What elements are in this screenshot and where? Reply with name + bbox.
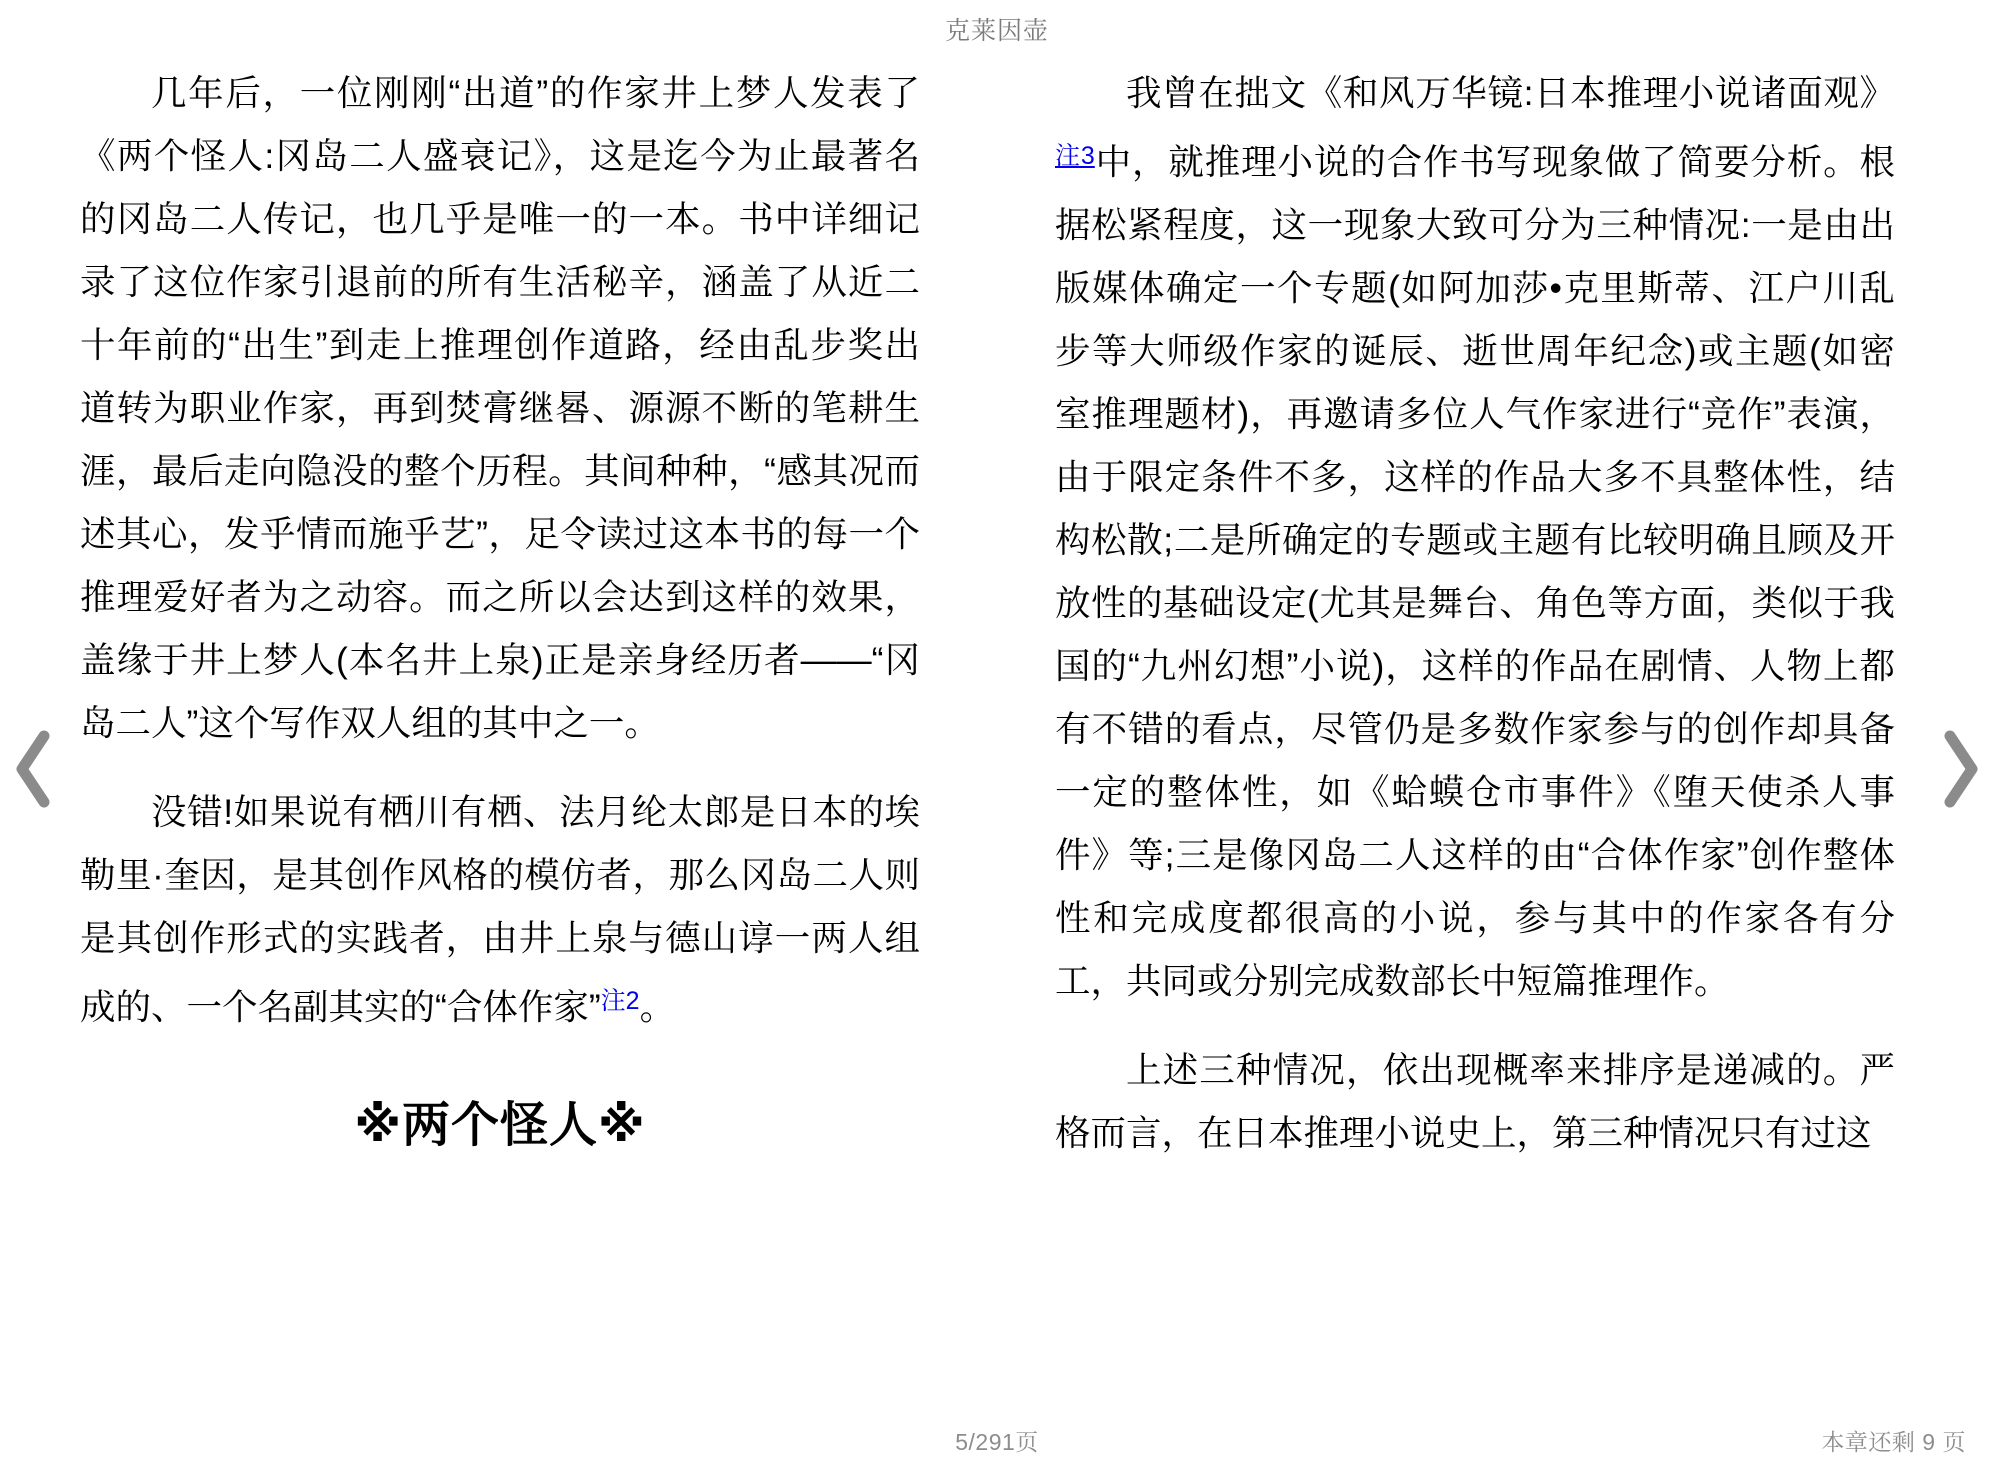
paragraph-4	[1055, 1039, 1895, 1165]
page-title: 克莱因壶	[944, 17, 1049, 45]
reader-page-content	[0, 62, 1994, 1397]
reader-footer	[0, 1404, 1994, 1478]
page-indicator: 5/291页	[955, 1429, 1039, 1455]
paragraph-1	[80, 62, 920, 755]
paragraph-2	[80, 781, 920, 1039]
footnote-link-note3[interactable]: 注3	[1055, 142, 1095, 170]
paragraph-3-text-after: 中，就推理小说的合作书写现象做了简要分析。根据松紧程度，这一现象大致可分为三种情况:一是由出版媒体确定一个专题(如阿加莎•克里斯蒂、江户川乱步等大师级作家的诞辰、逝世周年纪念)或主题(如密室推理题材)，再邀请多位人气作家进行“竞作”表演，由于限定条件不多，这样的作品大多不具整体性，结构松散;二是所确定的专题或主题有比较明确且顾及开放性的基础设定(尤其是舞台、角色等方面，类似于我国的“九州幻想”小说)，这样的作品在剧情、人物上都有不错的看点，尽管仍是多数作家参与的创作却具备一定的整体性，如《蛤蟆仓市事件》《堕天使杀人事件》等;三是像冈岛二人这样的由“合体作家”创作整体性和完成度都很高的小说，参与其中的作家各有分工，共同或分别完成数部长中短篇推理作。	[1055, 142, 1895, 1001]
paragraph-2-text-after: 。	[639, 987, 676, 1027]
text-column-left	[80, 62, 920, 1397]
footnote-link-note2[interactable]: 注2	[600, 987, 640, 1015]
next-page-button[interactable]	[1934, 726, 1988, 812]
paragraph-1-text: 几年后，一位刚刚“出道”的作家井上梦人发表了《两个怪人:冈岛二人盛衰记》，这是迄今为止最著名的冈岛二人传记，也几乎是唯一的一本。书中详细记录了这位作家引退前的所有生活秘辛，涵盖了从近二十年前的“出生”到走上推理创作道路，经由乱步奖出道转为职业作家，再到焚膏继晷、源源不断的笔耕生涯，最后走向隐没的整个历程。其间种种，“感其况而述其心，发乎情而施乎艺”，足令读过这本书的每一个推理爱好者为之动容。而之所以会达到这样的效果，盖缘于井上梦人(本名井上泉)正是亲身经历者——“冈岛二人”这个写作双人组的其中之一。	[80, 73, 920, 743]
paragraph-3	[1055, 62, 1895, 1013]
paragraph-3-text: 我曾在拙文《和风万华镜:日本推理小说诸面观》	[1126, 73, 1895, 113]
chevron-right-icon	[1934, 726, 1988, 812]
text-column-right	[1055, 62, 1895, 1397]
chapter-remaining-label: 本章还剩 9 页	[1821, 1429, 1966, 1455]
section-heading: ※两个怪人※	[354, 1099, 646, 1152]
paragraph-4-text: 上述三种情况，依出现概率来排序是递减的。严格而言，在日本推理小说史上，第三种情况只有过这	[1055, 1050, 1895, 1153]
paragraph-2-text: 没错!如果说有栖川有栖、法月纶太郎是日本的埃勒里·奎因，是其创作风格的模仿者，那么冈岛二人则是其创作形式的实践者，由井上泉与德山谆一两人组成的、一个名副其实的“合体作家”	[80, 792, 920, 1027]
previous-page-button[interactable]	[6, 726, 60, 812]
chevron-left-icon	[6, 726, 60, 812]
reader-header	[0, 0, 1994, 58]
